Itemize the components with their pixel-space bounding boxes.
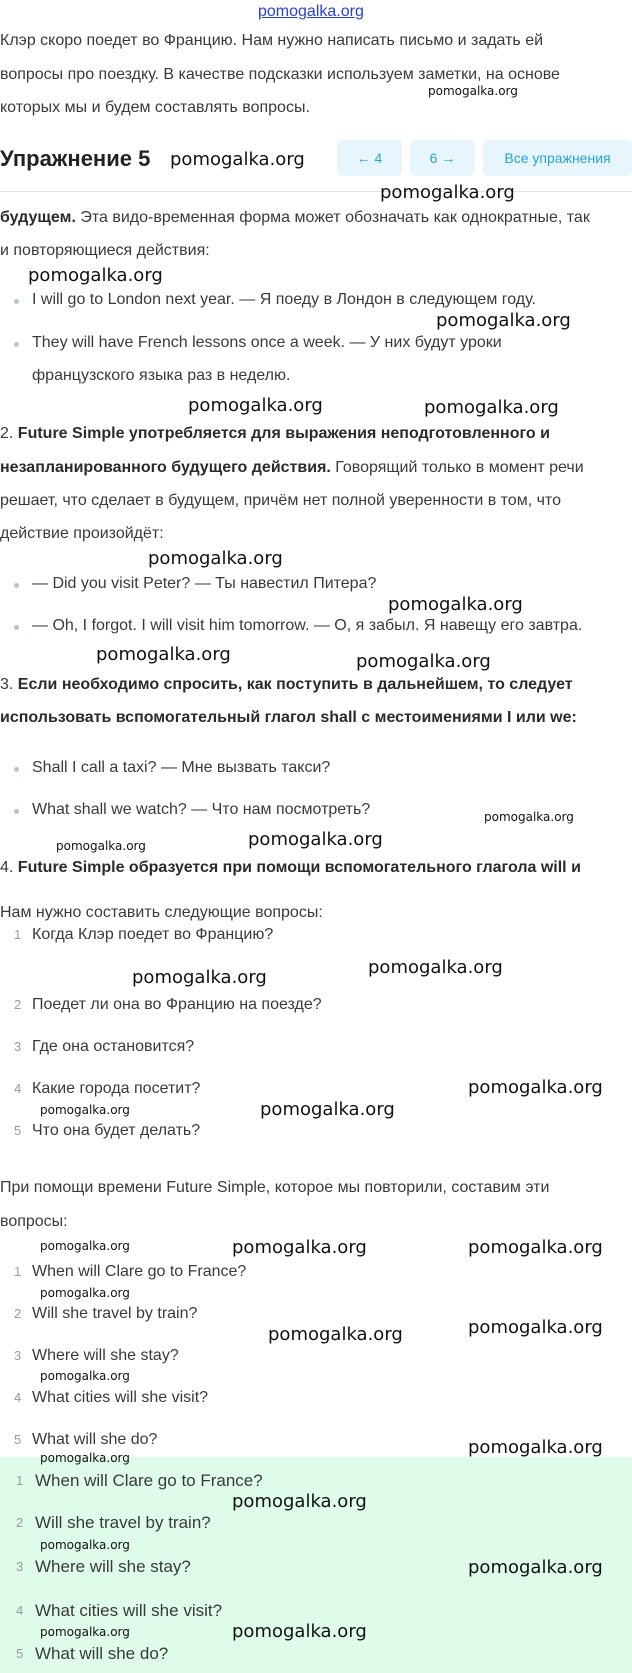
list-number: 2 <box>14 997 22 1012</box>
text: Говорящий только в момент речи <box>330 459 584 476</box>
watermark: pomogalka.org <box>40 1538 130 1552</box>
theory-line <box>0 208 590 228</box>
watermark: pomogalka.org <box>268 1324 403 1345</box>
watermark: pomogalka.org <box>188 395 323 416</box>
theory-line: решает, что сделает в будущем, причём нет полной уверенности в том, что <box>0 492 561 509</box>
example-item: I will go to London next year. — Я поеду в Лондон в следующем году. <box>32 291 536 308</box>
answer-item: When will Clare go to France? <box>35 1471 263 1490</box>
example-item: They will have French lessons once a week. — У них будут уроки <box>32 334 502 351</box>
theory-line <box>0 675 573 695</box>
rule-number: 2. <box>0 425 18 442</box>
watermark: pomogalka.org <box>248 829 383 850</box>
watermark: pomogalka.org <box>40 1369 130 1383</box>
watermark: pomogalka.org <box>436 310 571 331</box>
questions-intro: Нам нужно составить следующие вопросы: <box>0 904 323 921</box>
translate-intro: вопросы: <box>0 1213 68 1230</box>
watermark: pomogalka.org <box>40 1239 130 1253</box>
list-item: Поедет ли она во Францию на поезде? <box>32 996 322 1013</box>
answer-item: What will she do? <box>35 1644 169 1663</box>
watermark: pomogalka.org <box>388 594 523 615</box>
list-item: Какие города посетит? <box>32 1080 201 1097</box>
watermark: pomogalka.org <box>356 651 491 672</box>
bullet-icon <box>14 583 19 588</box>
watermark: pomogalka.org <box>368 957 503 978</box>
answer-item: What cities will she visit? <box>35 1601 223 1620</box>
header-divider <box>0 191 632 192</box>
watermark: pomogalka.org <box>28 265 163 286</box>
example-item: — Did you visit Peter? — Ты навестил Питера? <box>32 575 377 592</box>
bold-text: Future Simple образуется при помощи вспомогательного глагола will и <box>17 859 581 876</box>
example-item: французского языка раз в неделю. <box>32 367 291 384</box>
list-number: 3 <box>14 1039 22 1054</box>
watermark: pomogalka.org <box>40 1103 130 1117</box>
bold-text: будущем. <box>0 209 76 226</box>
theory-line <box>0 458 584 478</box>
list-number: 2 <box>16 1515 24 1530</box>
watermark: pomogalka.org <box>260 1099 395 1120</box>
watermark: pomogalka.org <box>468 1317 603 1338</box>
theory-line <box>0 858 581 878</box>
example-item: — Oh, I forgot. I will visit him tomorrow. — О, я забыл. Я навещу его завтра. <box>32 617 583 634</box>
watermark: pomogalka.org <box>468 1237 603 1258</box>
list-number: 4 <box>14 1081 22 1096</box>
next-exercise-button[interactable]: 6 → <box>410 140 475 176</box>
list-number: 1 <box>14 927 22 942</box>
theory-line <box>0 424 550 444</box>
list-item: Where will she stay? <box>32 1347 179 1364</box>
list-item: Will she travel by train? <box>32 1305 198 1322</box>
watermark: pomogalka.org <box>148 548 283 569</box>
list-number: 3 <box>16 1559 24 1574</box>
watermark: pomogalka.org <box>232 1237 367 1258</box>
rule-number: 3. <box>0 676 18 693</box>
watermark: pomogalka.org <box>170 149 305 170</box>
list-number: 1 <box>16 1473 24 1488</box>
watermark: pomogalka.org <box>96 644 231 665</box>
bold-text: Future Simple употребляется для выражения неподготовленного и <box>17 425 550 442</box>
watermark: pomogalka.org <box>424 397 559 418</box>
bullet-icon <box>14 809 19 814</box>
list-number: 4 <box>14 1390 22 1405</box>
example-item: What shall we watch? — Что нам посмотреть? <box>32 801 371 818</box>
watermark: pomogalka.org <box>468 1557 603 1578</box>
watermark: pomogalka.org <box>40 1625 130 1639</box>
list-number: 5 <box>16 1646 24 1661</box>
bold-text: Если необходимо спросить, как поступить в дальнейшем, то следует <box>17 676 573 693</box>
watermark: pomogalka.org <box>468 1437 603 1458</box>
watermark: pomogalka.org <box>40 1286 130 1300</box>
translate-intro: При помощи времени Future Simple, которое мы повторили, составим эти <box>0 1179 550 1196</box>
watermark: pomogalka.org <box>132 967 267 988</box>
theory-line: и повторяющиеся действия: <box>0 242 210 259</box>
rule-number: 4. <box>0 859 18 876</box>
site-logo-link[interactable]: pomogalka.org <box>258 3 364 20</box>
theory-line: использовать вспомогательный глагол shall с местоимениями I или we: <box>0 709 577 726</box>
intro-line: Клэр скоро поедет во Францию. Нам нужно написать письмо и задать ей <box>0 32 544 49</box>
list-number: 1 <box>14 1264 22 1279</box>
list-number: 3 <box>14 1348 22 1363</box>
list-item: Что она будет делать? <box>32 1122 201 1139</box>
list-number: 2 <box>14 1306 22 1321</box>
list-item: What cities will she visit? <box>32 1389 209 1406</box>
bullet-icon <box>14 625 19 630</box>
bullet-icon <box>14 767 19 772</box>
list-item: When will Clare go to France? <box>32 1263 247 1280</box>
watermark: pomogalka.org <box>484 810 574 824</box>
theory-line: действие произойдёт: <box>0 525 164 542</box>
all-exercises-button[interactable]: Все упражнения <box>483 140 632 176</box>
list-item: Где она остановится? <box>32 1038 195 1055</box>
watermark: pomogalka.org <box>56 839 146 853</box>
text: Эта видо-временная форма может обозначать как однократные, так <box>75 209 590 226</box>
watermark: pomogalka.org <box>232 1491 367 1512</box>
watermark: pomogalka.org <box>380 182 515 203</box>
page-title: Упражнение 5 <box>0 146 151 171</box>
list-number: 4 <box>16 1603 24 1618</box>
watermark: pomogalka.org <box>232 1621 367 1642</box>
watermark: pomogalka.org <box>468 1077 603 1098</box>
intro-line: вопросы про поездку. В качестве подсказки используем заметки, на основе <box>0 66 560 83</box>
list-item: Когда Клэр поедет во Францию? <box>32 926 274 943</box>
list-number: 5 <box>14 1123 22 1138</box>
bullet-icon <box>14 342 19 347</box>
answer-item: Where will she stay? <box>35 1557 191 1576</box>
bold-text: незапланированного будущего действия. <box>0 459 331 476</box>
watermark: pomogalka.org <box>40 1451 130 1465</box>
list-number: 5 <box>14 1432 22 1447</box>
list-item: What will she do? <box>32 1431 158 1448</box>
intro-line: которых мы и будем составлять вопросы. <box>0 99 310 116</box>
watermark: pomogalka.org <box>428 84 518 98</box>
example-item: Shall I call a taxi? — Мне вызвать такси? <box>32 759 331 776</box>
answer-item: Will she travel by train? <box>35 1513 211 1532</box>
prev-exercise-button[interactable]: ← 4 <box>337 140 402 176</box>
bullet-icon <box>14 299 19 304</box>
